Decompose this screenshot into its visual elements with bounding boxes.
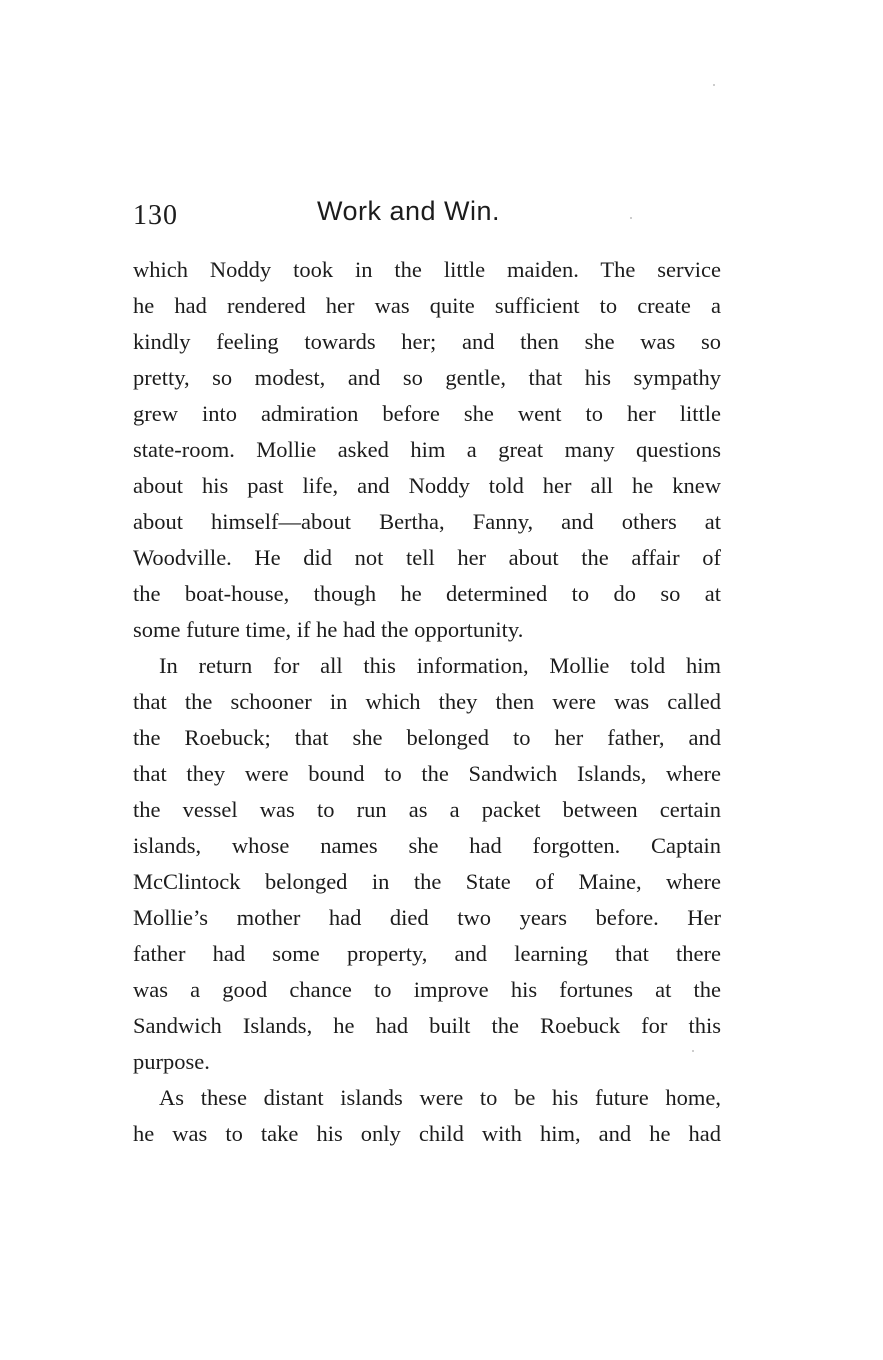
text-line: As these distant islands were to be his future home, (159, 1085, 721, 1110)
text-line: the Roebuck; that she belonged to her father, and (133, 725, 721, 750)
paragraph-2 (133, 648, 721, 1080)
paragraph-3 (133, 1080, 721, 1152)
text-line: which Noddy took in the little maiden. The service (133, 257, 721, 282)
page-number: 130 (133, 200, 178, 231)
text-line: father had some property, and learning that there (133, 941, 721, 966)
text-line: about his past life, and Noddy told her all he knew (133, 473, 721, 498)
text-line: about himself—about Bertha, Fanny, and others at (133, 509, 721, 534)
paragraph-1 (133, 252, 721, 648)
text-line: he had rendered her was quite sufficient to create a (133, 293, 721, 318)
text-line: Sandwich Islands, he had built the Roebuck for this (133, 1013, 721, 1038)
text-line: Woodville. He did not tell her about the affair of (133, 545, 721, 570)
text-line: islands, whose names she had forgotten. Captain (133, 833, 721, 858)
text-line: grew into admiration before she went to her little (133, 401, 721, 426)
text-line: that the schooner in which they then were was called (133, 689, 721, 714)
text-line: some future time, if he had the opportunity. (133, 617, 524, 642)
text-line: state-room. Mollie asked him a great many questions (133, 437, 721, 462)
text-line: that they were bound to the Sandwich Islands, where (133, 761, 721, 786)
text-line: kindly feeling towards her; and then she was so (133, 329, 721, 354)
text-line: was a good chance to improve his fortunes at the (133, 977, 721, 1002)
text-line: McClintock belonged in the State of Maine, where (133, 869, 721, 894)
text-line: the boat-house, though he determined to do so at (133, 581, 721, 606)
scan-speck (630, 217, 632, 219)
text-line: purpose. (133, 1049, 210, 1074)
running-header (133, 196, 723, 236)
body-text (133, 252, 721, 1152)
text-line: pretty, so modest, and so gentle, that his sympathy (133, 365, 721, 390)
text-line: In return for all this information, Mollie told him (159, 653, 721, 678)
scan-speck (713, 84, 715, 86)
text-line: the vessel was to run as a packet between certain (133, 797, 721, 822)
running-title: Work and Win. (317, 196, 501, 226)
text-line: Mollie’s mother had died two years before. Her (133, 905, 721, 930)
scan-speck (692, 1050, 694, 1052)
text-line: he was to take his only child with him, and he had (133, 1121, 721, 1146)
